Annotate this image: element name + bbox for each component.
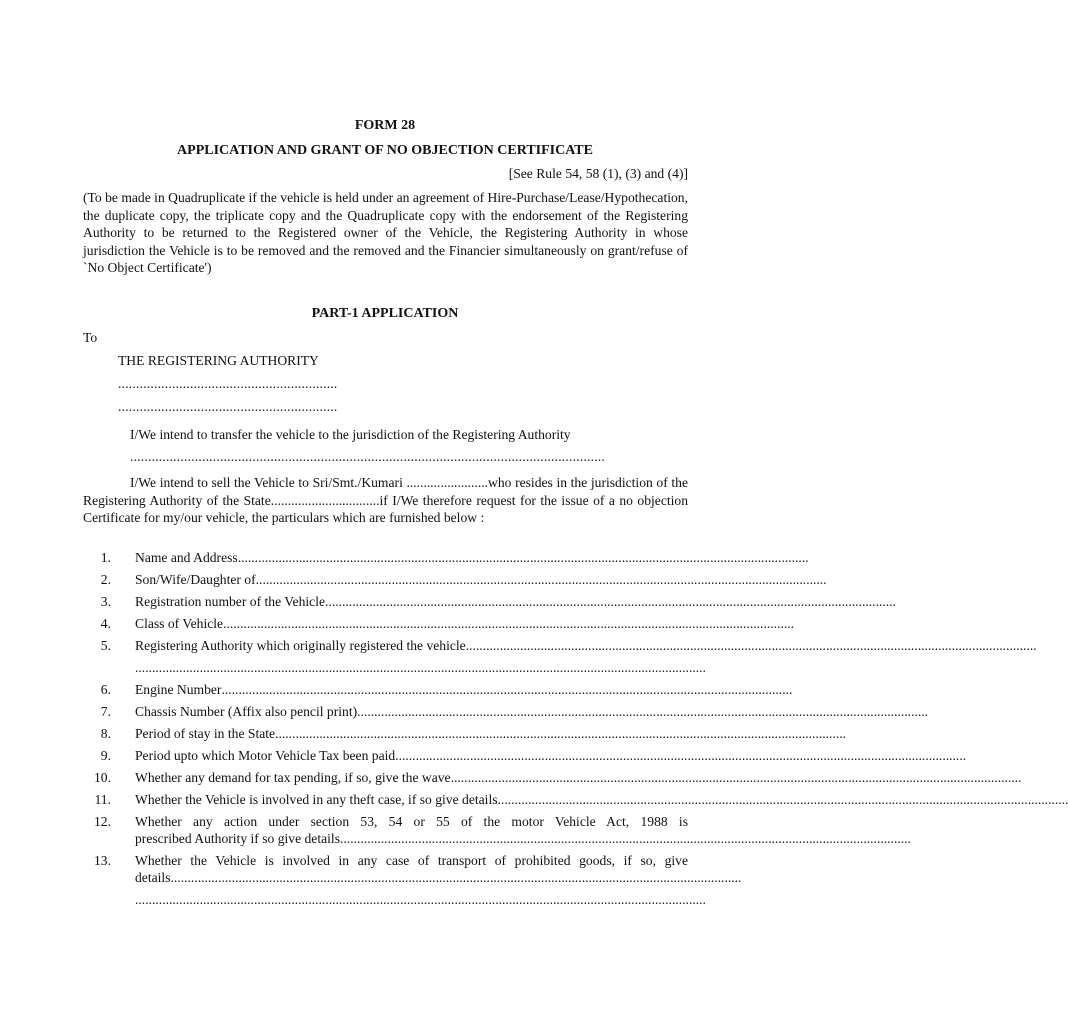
item-label-continuation: details <box>135 870 171 885</box>
item-label: Name and Address <box>135 550 238 565</box>
item-fill-line[interactable]: ........................................................................................................................................................................ <box>255 572 827 587</box>
transfer-authority-line[interactable]: .................................................................................................................................... <box>130 449 605 464</box>
form-title: APPLICATION AND GRANT OF NO OBJECTION CERTIFICATE <box>177 143 593 158</box>
item-number: 11. <box>94 792 111 807</box>
item-label-continuation: prescribed Authority if so give details <box>135 831 340 846</box>
item-number: 12. <box>94 814 111 829</box>
item-number: 4. <box>100 616 111 631</box>
item-number: 1. <box>100 550 111 565</box>
item-fill-line[interactable]: ........................................................................................................................................................................ <box>340 831 911 846</box>
item-number: 13. <box>94 853 111 868</box>
item-fill-line[interactable]: ........................................................................................................................................................................ <box>357 704 929 719</box>
item-fill-line[interactable]: ........................................................................................................................................................................ <box>450 770 1022 785</box>
sell-paragraph: I/We intend to sell the Vehicle to Sri/Smt./Kumari ........................who resides in the jurisdiction of the Registering Authority of the State................................if I/We therefore request for the issue of a no objection Certificate for my/our vehicle, the particulars which are furnished below : <box>83 475 688 525</box>
item-fill-line[interactable]: ........................................................................................................................................................................ <box>237 550 809 565</box>
item-fill-line[interactable]: ........................................................................................................................................................................ <box>325 594 896 609</box>
item-fill-line[interactable]: ........................................................................................................................................................................ <box>395 748 967 763</box>
item-number: 8. <box>100 726 111 741</box>
item-label: Chassis Number (Affix also pencil print) <box>135 704 358 719</box>
part1-heading: PART-1 APPLICATION <box>311 306 459 321</box>
item-number: 9. <box>100 748 111 763</box>
registering-authority-heading: THE REGISTERING AUTHORITY <box>118 353 319 368</box>
rule-reference: [See Rule 54, 58 (1), (3) and (4)] <box>508 166 688 181</box>
item-fill-line[interactable]: ........................................................................................................................................................................ <box>170 870 742 885</box>
item-label: Registering Authority which originally registered the vehicle <box>135 638 466 653</box>
item-label: Registration number of the Vehicle <box>135 594 326 609</box>
item-number: 10. <box>94 770 111 785</box>
item-label: Whether any action under section 53, 54 or 55 of the motor Vehicle Act, 1988 is <box>135 814 688 829</box>
instructions-paragraph: (To be made in Quadruplicate if the vehicle is held under an agreement of Hire-Purchase/Lease/Hypothecation, the duplicate copy, the triplicate copy and the Quadruplicate copy with the endorsement of the Registering Authority to be returned to the Registered owner of the Vehicle, the Registering Authority in whose jurisdiction the Vehicle is to be removed and the removed and the Financier simultaneously on grant/refuse of `No Object Certificate') <box>83 190 688 275</box>
authority-address-line-1[interactable]: ............................................................. <box>118 376 338 391</box>
item-fill-line[interactable]: ........................................................................................................................................................................ <box>135 660 706 675</box>
item-label: Whether any demand for tax pending, if so, give the wave <box>135 770 451 785</box>
item-number: 7. <box>100 704 111 719</box>
item-fill-line[interactable]: ........................................................................................................................................................................ <box>465 638 1037 653</box>
transfer-statement: I/We intend to transfer the vehicle to the jurisdiction of the Registering Authority <box>130 427 571 442</box>
item-label: Whether the Vehicle is involved in any case of transport of prohibited goods, if so, give <box>135 853 688 868</box>
form-number: FORM 28 <box>354 118 416 133</box>
item-number: 2. <box>100 572 111 587</box>
authority-address-line-2[interactable]: ............................................................. <box>118 399 338 414</box>
item-label: Period of stay in the State <box>135 726 276 741</box>
item-fill-line[interactable]: ........................................................................................................................................................................ <box>497 792 1068 807</box>
item-label: Class of Vehicle <box>135 616 224 631</box>
item-fill-line[interactable]: ........................................................................................................................................................................ <box>223 616 795 631</box>
item-fill-line[interactable]: ........................................................................................................................................................................ <box>221 682 793 697</box>
item-label: Engine Number <box>135 682 222 697</box>
item-fill-line[interactable]: ........................................................................................................................................................................ <box>135 892 706 907</box>
to-label: To <box>83 330 98 345</box>
item-label: Period upto which Motor Vehicle Tax been paid <box>135 748 396 763</box>
item-fill-line[interactable]: ........................................................................................................................................................................ <box>275 726 847 741</box>
item-number: 3. <box>100 594 111 609</box>
item-label: Son/Wife/Daughter of <box>135 572 256 587</box>
item-number: 6. <box>100 682 111 697</box>
item-number: 5. <box>100 638 111 653</box>
item-label: Whether the Vehicle is involved in any theft case, if so give details <box>135 792 498 807</box>
